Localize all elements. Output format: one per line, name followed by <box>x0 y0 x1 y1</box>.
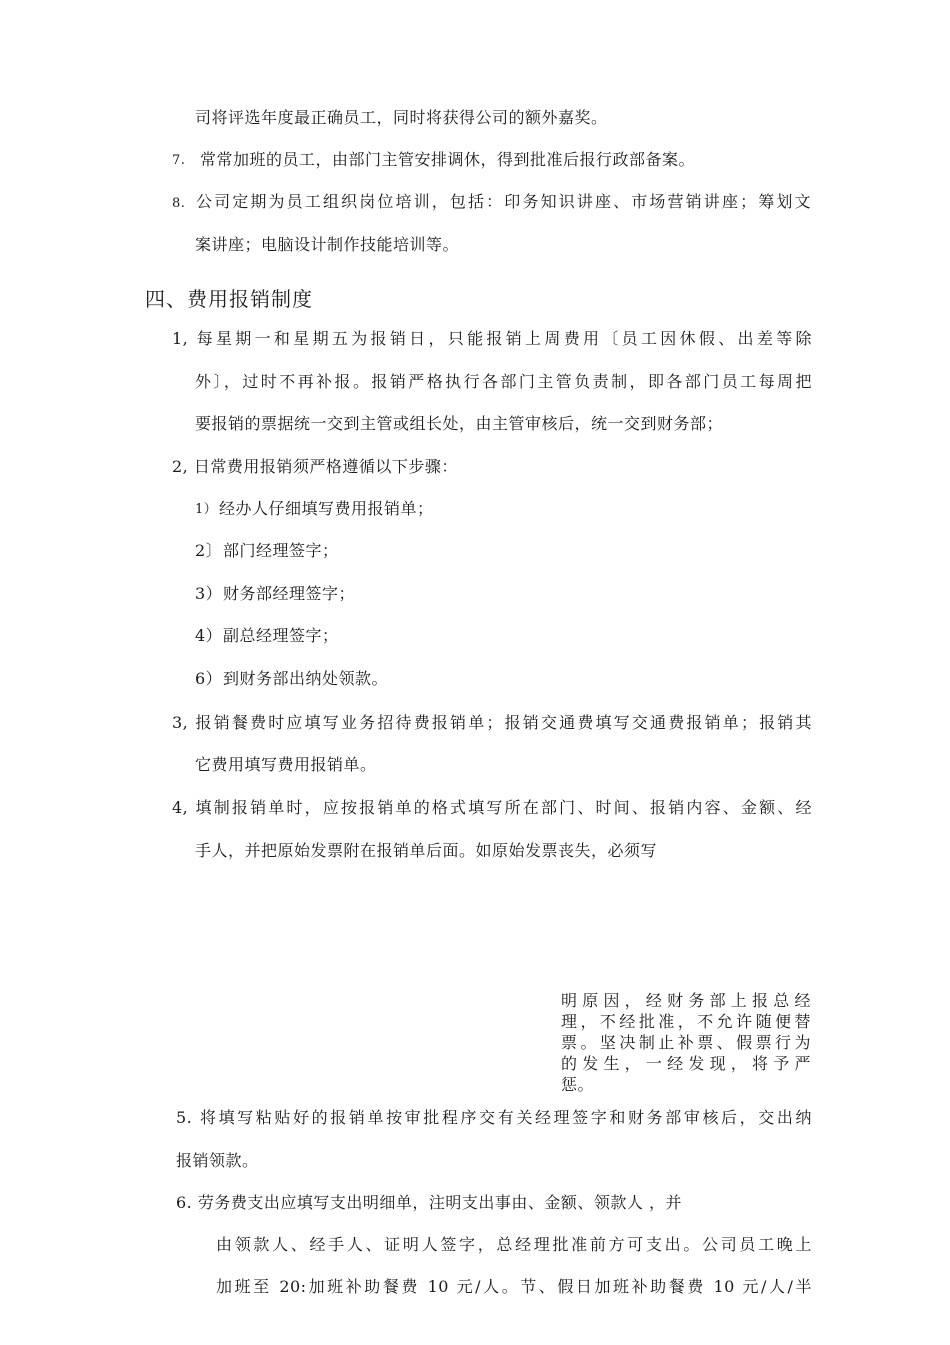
step-4-text: 副总经理签字； <box>223 626 339 645</box>
item3-line1: 3, 报销餐费时应填写业务招待费报销单；报销交通费填写交通费报销单；报销其 <box>172 713 812 732</box>
step-4-number: 4） <box>195 626 223 645</box>
step-6-text: 到财务部出纳处领款。 <box>223 669 389 688</box>
item8-number: 8. <box>172 196 186 211</box>
item4-box-line: 理，不经批准，不允许随便替 <box>561 1012 811 1031</box>
item6-line3: 加班至 20:加班补助餐费 10 元/人。节、假日加班补助餐费 10 元/人/半 <box>216 1277 812 1296</box>
item6-line2: 由领款人、经手人、证明人签字，总经理批准前方可支出。公司员工晚上 <box>216 1235 812 1254</box>
section-heading-expense-reimbursement: 四、费用报销制度 <box>145 287 313 311</box>
step-2-number: 2〕 <box>195 541 223 560</box>
item1-line1: 1, 每星期一和星期五为报销日，只能报销上周费用〔员工因休假、出差等除 <box>172 329 812 348</box>
step-6-number: 6） <box>195 669 223 688</box>
step-2-text: 部门经理签字； <box>223 541 339 560</box>
item4-continuation-box <box>561 990 811 1095</box>
item1-line3: 要报销的票据统一交到主管或组长处，由主管审核后，统一交到财务部； <box>195 414 724 433</box>
item2-line1: 2, 日常费用报销须严格遵循以下步骤： <box>172 457 458 476</box>
step-3-number: 3） <box>195 584 223 603</box>
item1-line2: 外〕，过时不再补报。报销严格执行各部门主管负责制，即各部门员工每周把 <box>195 372 812 391</box>
step-1-number: 1） <box>195 502 218 517</box>
item7-number: 7. <box>172 153 186 168</box>
item8-line1: 公司定期为员工组织岗位培训，包括：印务知识讲座、市场营销讲座；筹划文 <box>196 192 811 211</box>
item6-continuation-line: 司将评选年度最正确员工，同时将获得公司的额外嘉奖。 <box>195 108 608 127</box>
item6-line1: 6. 劳务费支出应填写支出明细单，注明支出事由、金额、领款人 ，并 <box>176 1193 682 1212</box>
item4-box-line: 明原因，经财务部上报总经 <box>561 991 811 1010</box>
item4-line1: 4, 填制报销单时，应按报销单的格式填写所在部门、时间、报销内容、金额、经 <box>172 798 812 817</box>
item3-line2: 它费用填写费用报销单。 <box>195 755 377 774</box>
item5-line2: 报销领款。 <box>176 1151 259 1170</box>
item8-line2: 案讲座；电脑设计制作技能培训等。 <box>195 235 460 254</box>
item4-line2: 手人，并把原始发票附在报销单后面。如原始发票丧失，必须写 <box>195 841 658 860</box>
item5-line1: 5. 将填写粘贴好的报销单按审批程序交有关经理签字和财务部审核后，交出纳 <box>176 1108 812 1127</box>
item4-box-line: 惩。 <box>561 1075 595 1094</box>
step-1-text: 经办人仔细填写费用报销单； <box>219 499 434 518</box>
item4-box-line: 票。坚决制止补票、假票行为 <box>561 1033 811 1052</box>
step-3-text: 财务部经理签字； <box>223 584 356 603</box>
item7-text: 常常加班的员工，由部门主管安排调休，得到批准后报行政部备案。 <box>200 150 696 169</box>
item4-box-line: 的发生，一经发现，将予严 <box>561 1054 811 1073</box>
